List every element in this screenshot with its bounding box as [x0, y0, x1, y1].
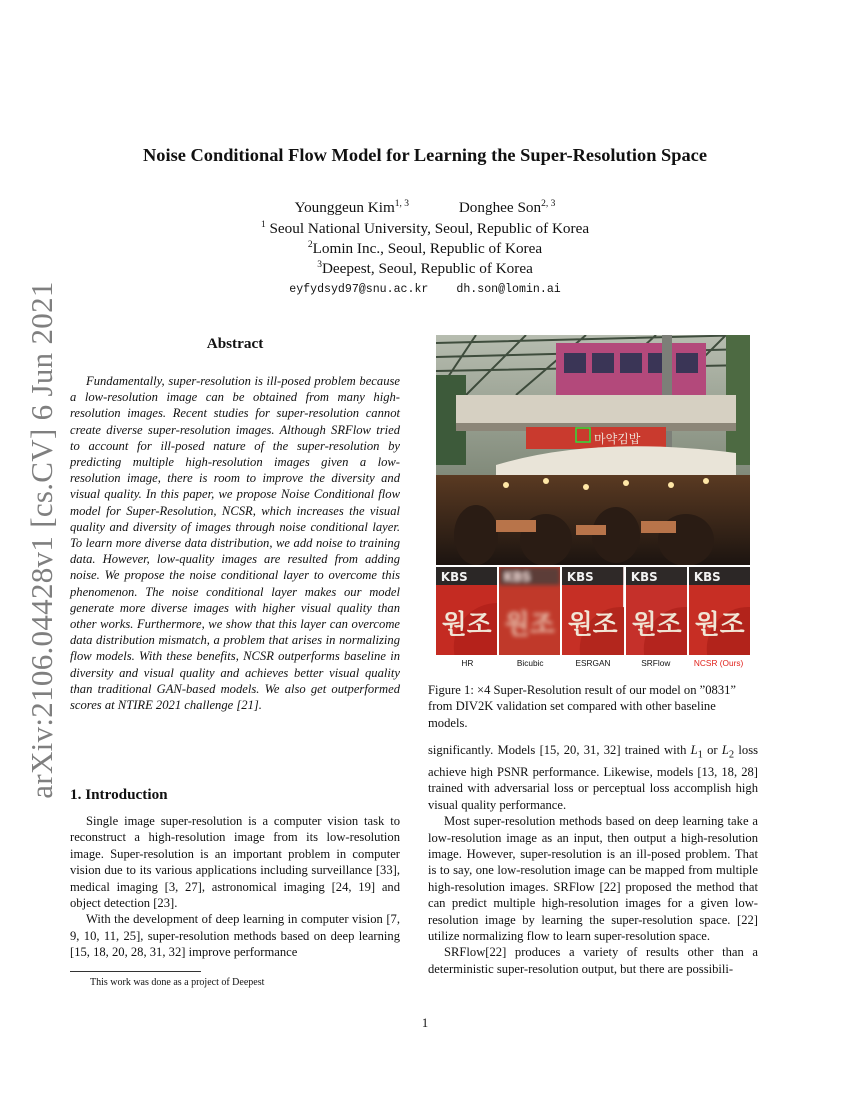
email-2[interactable]: dh.son@lomin.ai — [456, 283, 561, 296]
label-hr: HR — [461, 658, 474, 668]
affiliation-3 — [60, 260, 790, 278]
sign-hangul: 마약김밥 — [594, 432, 641, 446]
author-marks: 2, 3 — [541, 199, 556, 209]
arxiv-id: arXiv:2106.04428v1 [cs.CV] 6 Jun 2021 — [24, 281, 59, 799]
text-run: loss achieve high PSNR performance. Likewise, models [13, 18, 28] trained with adversarial loss or perceptual loss accomplish high visual quality performance. — [428, 743, 759, 812]
abstract-body: Fundamentally, super-resolution is ill-posed problem because a low-resolution image can be obtained from many high-resolution images. Recent studies for super-resolution cannot create diverse super-resolution images. Although SRFlow tried to account for ill-posed nature of the super-resolution by predicting multiple high-resolution images given a low-resolution image, there is room to improve the diversity and visual quality. In this paper, we propose Noise Conditional flow model for Super-Resolution, NCSR, which increases the visual quality and diversity of images through noise conditional layer. To learn more diverse data distribution, we add noise to training data. However, low-quality images are resulted from adding noise. We propose the noise conditional layer to overcome this phenomenon. The noise conditional layer makes our model generate more diverse images with higher visual quality than other works. Furthermore, we show that this layer can overcome data distribution mismatch, a problem that arises in normalizing flow models. With these benefits, NCSR outperforms baseline in diversity and visual quality and achieves better visual quality than traditional GAN-based models. We also get outperformed scores at NTIRE 2021 challenge [21]. — [70, 374, 400, 713]
label-esrgan: ESRGAN — [575, 658, 611, 668]
email-1[interactable]: eyfydsyd97@snu.ac.kr — [289, 283, 429, 296]
caption-text: Super-Resolution result of our model on ”0831” from DIV2K validation set compared with other baseline models. — [428, 683, 737, 730]
crop-brand: KBS — [567, 569, 595, 585]
crop-brand: KBS — [440, 569, 468, 585]
intro-heading: 1. Introduction — [70, 786, 168, 803]
caption-scale: ×4 — [476, 683, 491, 697]
math-l2-sub: 2 — [728, 749, 735, 761]
footnote-divider — [70, 971, 201, 972]
right-column-body — [428, 742, 758, 977]
arxiv-stamp — [22, 281, 62, 799]
author-emails — [60, 283, 790, 296]
crop-esrgan — [562, 567, 623, 655]
crop-bicubic — [499, 567, 560, 655]
abstract-heading: Abstract — [206, 335, 264, 352]
paper-title: Noise Conditional Flow Model for Learning the Super-Resolution Space — [143, 145, 707, 165]
math-l1: L — [690, 743, 698, 757]
crop-hangul: 원조 — [568, 609, 618, 641]
crop-hangul: 원조 — [505, 609, 555, 641]
author-name: Donghee Son — [458, 199, 542, 216]
affiliation-text: Deepest, Seoul, Republic of Korea — [321, 260, 533, 277]
crop-brand: KBS — [630, 569, 658, 585]
crop-hangul: 원조 — [631, 609, 682, 641]
author-marks: 1, 3 — [394, 199, 410, 209]
affiliation-mark: 3 — [317, 260, 322, 270]
crop-brand: KBS — [693, 569, 721, 585]
affiliation-text: Lomin Inc., Seoul, Republic of Korea — [312, 240, 543, 257]
intro-paragraph-1: Single image super-resolution is a computer vision task to reconstruct a high-resolution image from its low-resolution image. Super-resolution is an important problem in computer vision due to its various applications including surveillance [33], medical imaging [3, 27], astronomical imaging [24, 19] and object detection [23]. — [70, 814, 400, 911]
crop-brand: KBS — [504, 569, 531, 585]
author-list — [60, 199, 790, 217]
label-bicubic: Bicubic — [516, 658, 544, 668]
footnote: This work was done as a project of Deepest — [90, 977, 265, 988]
continued-paragraph — [428, 742, 758, 813]
caption-prefix: Figure 1: — [428, 683, 477, 697]
affiliation-mark: 2 — [307, 240, 313, 250]
affiliation-2 — [60, 240, 790, 258]
crop-hr — [436, 567, 497, 655]
label-ncsr: NCSR (Ours) — [693, 658, 744, 668]
paragraph-srflow-intro: Most super-resolution methods based on deep learning take a low-resolution image as an input, then output a high-resolution image. However, super-resolution is an ill-posed problem. That is to say, one low-resolution image can be mapped from multiple high-resolution images. SRFlow [22] proposed the method that can predict multiple high-resolution images for a given low-resolution image by learning the super-resolution space. [22] utilize normalizing flow to learn super-resolution space. — [428, 814, 758, 943]
intro-paragraph-2: With the development of deep learning in computer vision [7, 9, 10, 11, 25], super-resolution methods based on deep learning [15, 18, 20, 28, 31, 32] improve performance — [70, 912, 400, 960]
comparison-crops — [436, 567, 750, 655]
label-srflow: SRFlow — [641, 658, 671, 668]
figure-caption — [428, 682, 758, 731]
author-name: Younggeun Kim — [294, 199, 395, 216]
text-run: significantly. Models [15, 20, 31, 32] trained with — [428, 743, 691, 757]
paragraph-srflow-limits: SRFlow[22] produces a variety of results other than a deterministic super-resolution output, but there are possibili- — [428, 945, 758, 976]
intro-body — [70, 813, 400, 961]
crop-hangul: 원조 — [441, 609, 492, 641]
crop-srflow — [626, 567, 687, 655]
crop-ncsr — [689, 567, 750, 655]
math-l1-sub: 1 — [697, 749, 703, 761]
affiliation-1 — [60, 220, 790, 238]
affiliation-mark: 1 — [260, 220, 266, 230]
method-labels — [436, 658, 750, 668]
page-number: 1 — [421, 1016, 429, 1030]
affiliation-text: Seoul National University, Seoul, Republic of Korea — [265, 220, 590, 237]
crop-hangul: 원조 — [694, 609, 745, 641]
math-l2: L — [721, 743, 729, 757]
upper-balcony — [456, 395, 736, 425]
teaser-photo — [436, 335, 750, 565]
text-run: or — [702, 743, 722, 757]
author-2 — [459, 199, 556, 217]
author-1 — [295, 199, 409, 217]
